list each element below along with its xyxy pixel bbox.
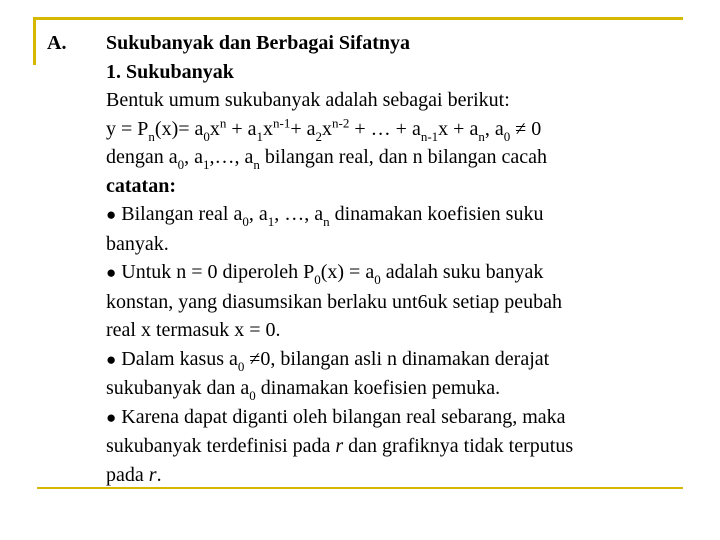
bullet-icon: ● [106,263,117,282]
bullet-item-2-continued: konstan, yang diasumsikan berlaku unt6uk setiap peubah [106,290,563,313]
section-label: A. [47,32,67,54]
coefficients-line: dengan $a_0$, $a_1,\dots$, $a_n$ bilangan real, dan n bilangan cacah [106,146,548,172]
section-subtitle: 1. Sukubanyak [106,60,234,83]
frame-left-border [33,17,36,65]
bullet-item-2-continued: real x termasuk x = 0. [106,319,281,341]
bullet-item-3: ● Dalam kasus $a_0 \ne 0$, bilangan asli n dinamakan derajat [106,347,550,374]
intro-line: Bentuk umum sukubanyak adalah sebagai berikut: [106,89,510,111]
note-heading: catatan: [106,174,176,197]
bullet-item-1: ● Bilangan real $a_0$, $a_1$, …, $a_n$ dinamakan koefisien suku [106,203,544,229]
bullet-item-4: ● Karena dapat diganti oleh bilangan real sebarang, maka [106,405,566,428]
bullet-icon: ● [106,349,117,369]
frame-top-border [33,17,683,20]
polynomial-equation: $y = P_n(x)= a_0x^n + a_1x^{n-1}+ a_2x^{n-2}$ + … + $a_{n-1}x + a_n$, $a_0 \ne 0$ [106,114,542,144]
bullet-item-2: ● Untuk n = 0 diperoleh $P_0(x) = a_0$ adalah suku banyak [106,261,544,287]
slide-content [106,29,676,489]
bullet-icon: ● [106,407,117,427]
bullet-icon: ● [106,205,117,224]
bullet-item-3-continued: sukubanyak dan $a_0$ dinamakan koefisien pemuka. [106,377,501,403]
bullet-item-4-continued: pada r. [106,463,162,486]
section-title: Sukubanyak dan Berbagai Sifatnya [106,32,411,54]
bullet-item-4-continued: sukubanyak terdefinisi pada r dan grafiknya tidak terputus [106,435,574,457]
bullet-item-1-continued: banyak. [106,232,169,255]
